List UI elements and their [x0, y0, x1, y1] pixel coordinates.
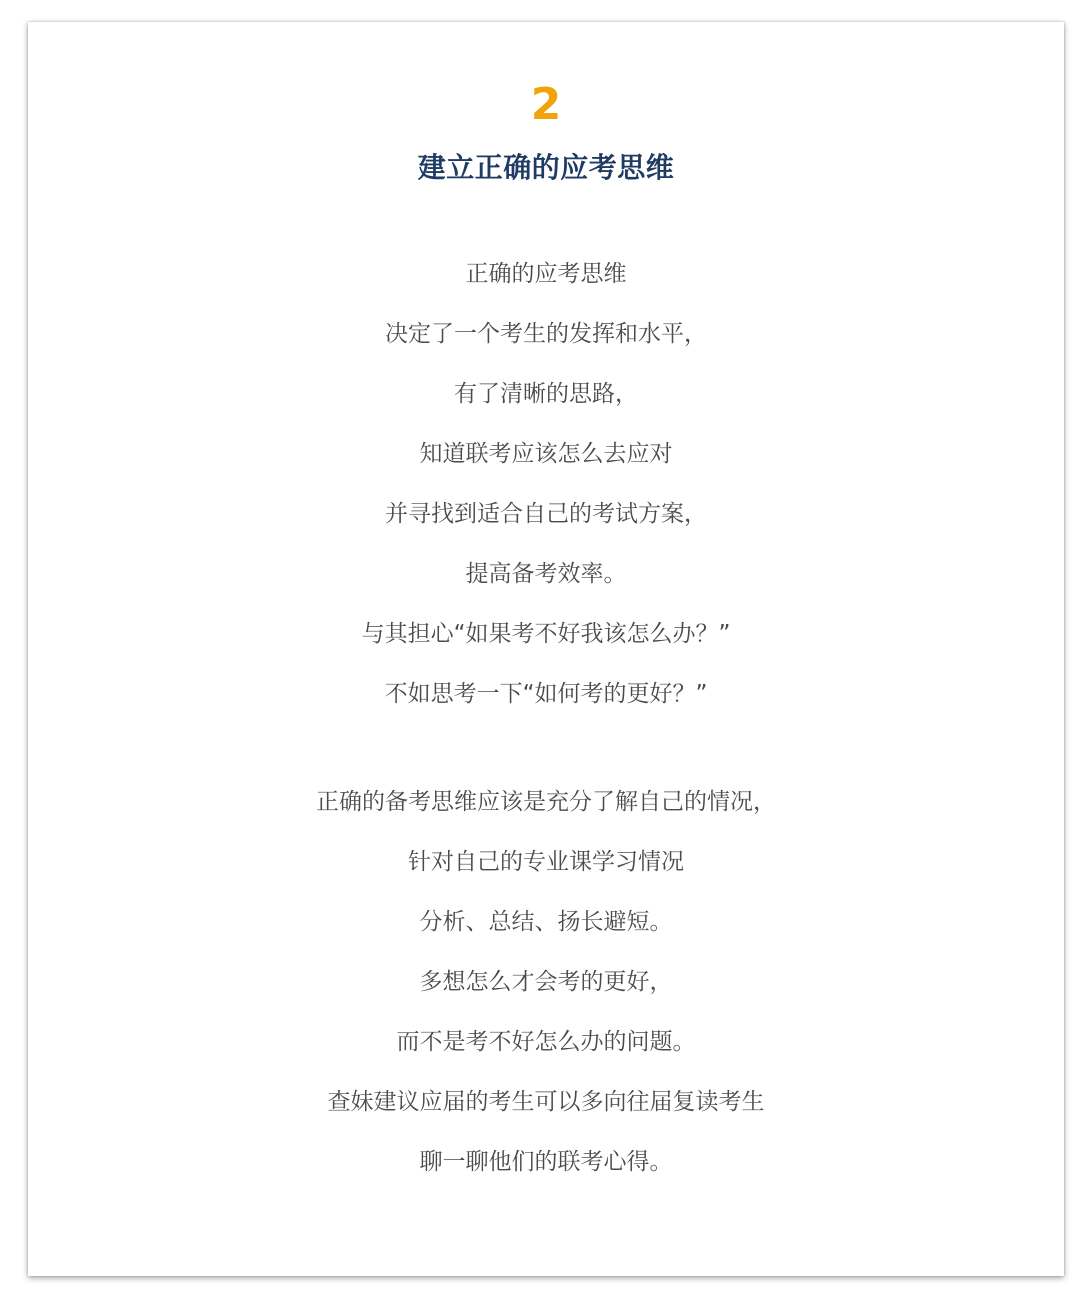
text-line: 知道联考应该怎么去应对: [419, 441, 673, 467]
text-line: 针对自己的专业课学习情况: [408, 849, 684, 875]
section-number: 2: [530, 79, 562, 130]
text-line: 而不是考不好怎么办的问题。: [396, 1029, 696, 1055]
text-line: 分析、总结、扬长避短。: [419, 909, 673, 935]
text-line: 查妹建议应届的考生可以多向往届复读考生: [327, 1089, 765, 1115]
text-line: 正确的应考思维: [465, 261, 627, 287]
paragraph-2: [28, 772, 1064, 1192]
text-line: 正确的备考思维应该是充分了解自己的情况，: [316, 789, 776, 815]
text-line: 聊一聊他们的联考心得。: [419, 1149, 673, 1175]
text-line: 并寻找到适合自己的考试方案，: [385, 501, 707, 527]
text-line: 提高备考效率。: [465, 561, 627, 587]
text-line: 多想怎么才会考的更好，: [419, 969, 673, 995]
article-card: [28, 22, 1064, 1276]
section-title: 建立正确的应考思维: [417, 151, 675, 184]
text-line: 不如思考一下“如何考的更好？”: [384, 681, 708, 707]
text-line: 与其担心“如果考不好我该怎么办？”: [361, 621, 731, 647]
text-line: 决定了一个考生的发挥和水平，: [385, 321, 707, 347]
paragraph-1: [28, 244, 1064, 724]
text-line: 有了清晰的思路，: [454, 381, 638, 407]
